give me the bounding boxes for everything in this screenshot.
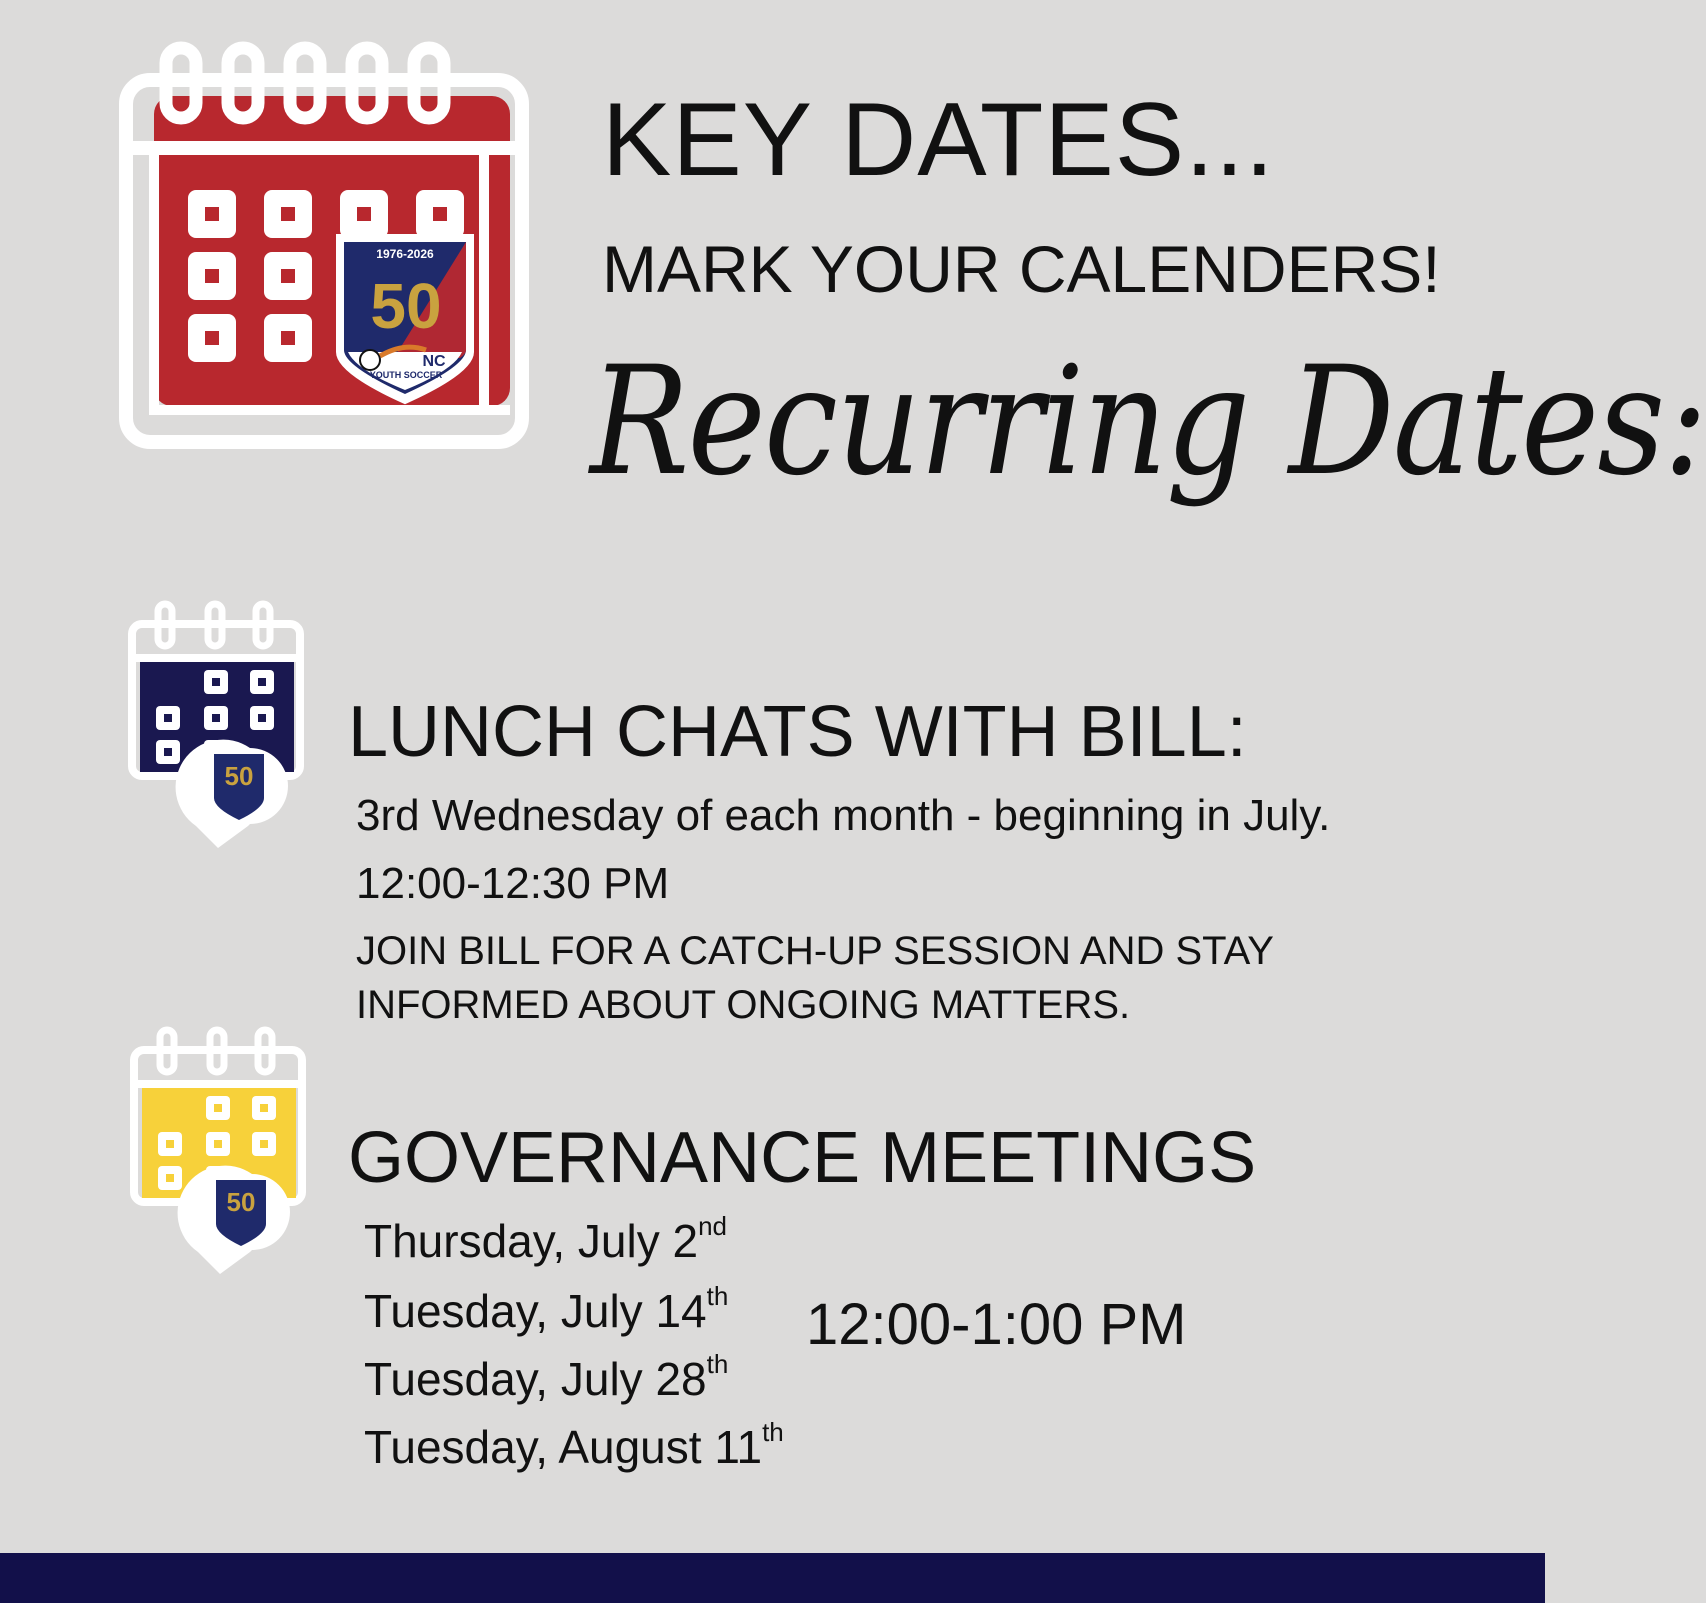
lunch-time: 12:00-12:30 PM bbox=[356, 859, 670, 908]
governance-date bbox=[364, 1211, 727, 1267]
governance-date-text: Tuesday, August 11 bbox=[364, 1421, 763, 1473]
governance-date-suffix: th bbox=[706, 1281, 729, 1311]
badge-org-full: YOUTH SOCCER bbox=[369, 370, 443, 380]
governance-date-suffix: th bbox=[762, 1417, 784, 1447]
badge-years: 1976-2026 bbox=[376, 247, 434, 261]
lunch-description-line-2: INFORMED ABOUT ONGOING MATTERS. bbox=[356, 983, 1131, 1027]
svg-text:50: 50 bbox=[224, 761, 254, 791]
governance-date bbox=[364, 1417, 784, 1473]
governance-title: GOVERNANCE MEETINGS bbox=[348, 1118, 1257, 1198]
badge-org-short: NC bbox=[422, 353, 446, 370]
lunch-schedule: 3rd Wednesday of each month - beginning in July. bbox=[356, 791, 1331, 840]
footer-bar bbox=[0, 1553, 1545, 1603]
nc-youth-soccer-50-badge bbox=[334, 232, 476, 406]
calendar-icon-yellow bbox=[130, 1026, 310, 1276]
lunch-title: LUNCH CHATS WITH BILL: bbox=[348, 692, 1247, 772]
lunch-description-line-1: JOIN BILL FOR A CATCH-UP SESSION AND STAY bbox=[356, 929, 1274, 973]
governance-date bbox=[364, 1281, 729, 1337]
governance-time: 12:00-1:00 PM bbox=[806, 1292, 1187, 1357]
governance-date-text: Thursday, July 2 bbox=[364, 1215, 699, 1267]
calendar-icon-navy bbox=[128, 600, 308, 850]
page-subtitle: MARK YOUR CALENDERS! bbox=[602, 232, 1441, 306]
governance-date-text: Tuesday, July 14 bbox=[364, 1285, 707, 1337]
badge-number: 50 bbox=[370, 270, 442, 342]
svg-text:50: 50 bbox=[226, 1187, 256, 1217]
governance-date-suffix: nd bbox=[698, 1211, 727, 1241]
lunch-description bbox=[356, 924, 1356, 1032]
governance-date-suffix: th bbox=[706, 1349, 729, 1379]
script-heading: Recurring Dates: bbox=[590, 335, 1706, 509]
governance-date-text: Tuesday, July 28 bbox=[364, 1353, 707, 1405]
page-title: KEY DATES... bbox=[602, 82, 1275, 198]
governance-date bbox=[364, 1349, 729, 1405]
